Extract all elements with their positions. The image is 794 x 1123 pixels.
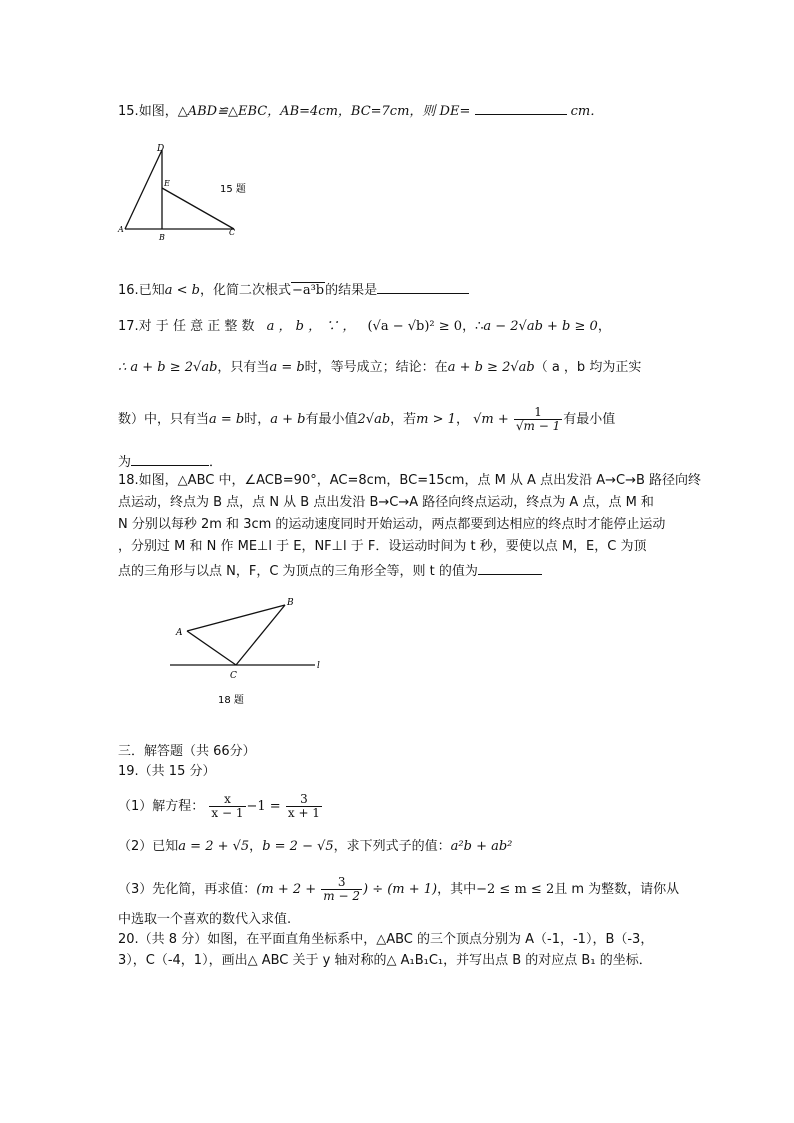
q17-line3-comma: ， <box>455 412 469 427</box>
q15-label-d: D <box>157 144 165 154</box>
q18-segment-ab <box>187 605 285 631</box>
q17-therefore: ，∴ <box>462 319 484 334</box>
q15-segment-ad <box>125 150 162 229</box>
q19-part2-label: （2）已知 <box>118 839 179 854</box>
q15-condition: △ABD≌△EBC，AB=4cm，BC=7cm，则 DE= <box>177 104 471 119</box>
q17-line2-text-b: 时，等号成立；结论：在 <box>304 360 448 375</box>
q19-part2-text: ，求下列式子的值： <box>333 839 451 854</box>
q18-label-a: A <box>176 628 183 638</box>
q19-part3-cond: −2 ≤ m ≤ 2 <box>476 882 555 897</box>
q16-condition: a < b <box>164 283 200 298</box>
q19-part1-rnum: 3 <box>286 793 322 807</box>
q16-pre: 已知 <box>138 283 165 298</box>
q19-part2 <box>118 838 512 856</box>
q19-part1-label: （1）解方程： <box>118 799 205 814</box>
q19-part2-a: a = 2 + √5 <box>178 839 250 854</box>
q17-line1 <box>118 318 611 336</box>
q19-part1-mid: −1 = <box>246 799 281 814</box>
q18-segment-ac <box>187 631 236 665</box>
q18-line5 <box>118 560 542 581</box>
q17-line2-expr: ∴ a + b ≥ 2√ab <box>118 360 218 375</box>
q19-part1-left-fraction <box>209 793 245 820</box>
q16-number: 16. <box>118 283 139 298</box>
q18-figure <box>165 592 335 712</box>
q17-frac-den: √m − 1 <box>515 419 561 433</box>
q19-part3-text2: 且 m 为整数，请你从 <box>554 882 680 897</box>
q18-label-l: l <box>317 661 320 671</box>
q18-line1: 18.如图，△ABC 中，∠ACB=90°，AC=8cm，BC=15cm，点 M 从 A 点出发沿 A→C→B 路径向终 <box>118 473 702 488</box>
q15-label-c: C <box>229 228 236 237</box>
q17-line3-cond: m > 1 <box>416 412 456 427</box>
q15-unit: cm． <box>570 104 604 119</box>
q17-line3-text-a: 数）中，只有当 <box>118 412 210 427</box>
q17-comma: ， <box>597 319 611 334</box>
q18-caption: 18 题 <box>218 695 244 706</box>
q17-fraction <box>514 406 562 433</box>
q17-intro: 17.对 于 任 意 正 整 数 <box>118 319 255 334</box>
q17-frac-num: 1 <box>514 406 562 420</box>
q19-part1-den: x − 1 <box>211 806 244 820</box>
q17-line3-text-b: 时， <box>244 412 271 427</box>
q18-line3: N 分别以每秒 2m 和 3cm 的运动速度同时开始运动，两点都要到达相应的终点时才能停止运动 <box>118 517 666 532</box>
q17-expr-ineq: a − 2√ab + b ≥ 0 <box>483 319 598 334</box>
q17-line3-text-d: ，若 <box>390 412 417 427</box>
q15-caption: 15 题 <box>220 184 246 195</box>
q18-answer-blank[interactable] <box>478 560 542 575</box>
q19-header: 19.（共 15 分） <box>118 764 216 779</box>
q15-label-e: E <box>164 179 170 188</box>
q18-label-b: B <box>287 598 294 608</box>
q19-part3-text: ，其中 <box>437 882 477 897</box>
q20-line2: 3），C（-4，1），画出△ ABC 关于 y 轴对称的△ A₁B₁C₁，并写出点 B 的对应点 B₁ 的坐标． <box>118 953 652 968</box>
q17-line4 <box>118 451 222 472</box>
q17-line3-eq: a = b <box>209 412 245 427</box>
q19-part3 <box>118 876 679 903</box>
q17-period: ． <box>209 455 223 470</box>
q15-answer-blank[interactable] <box>475 100 567 115</box>
q19-part3-fraction <box>321 876 362 903</box>
q15-figure <box>115 140 265 244</box>
q16-answer-blank[interactable] <box>377 279 469 294</box>
q17-line2-eq: a = b <box>269 360 305 375</box>
q17-line3-min: 2√ab <box>357 412 391 427</box>
q17-line2-expr2: a + b ≥ 2√ab <box>447 360 535 375</box>
q17-line3-expr: a + b <box>270 412 306 427</box>
q17-line2-text-a: ，只有当 <box>217 360 270 375</box>
q15-label-b: B <box>159 233 165 242</box>
q17-line2-text-c: （ a ，b 均为正实 <box>534 360 642 375</box>
section3-title: 三．解答题（共 66分） <box>118 744 256 759</box>
q16-line <box>118 279 469 300</box>
q17-line4-text: 为 <box>118 455 132 470</box>
q18-segment-cb <box>236 605 285 665</box>
q15-line <box>118 100 603 121</box>
q19-part3-line2: 中选取一个喜欢的数代入求值. <box>118 912 292 927</box>
q19-part3-expr-b: ) ÷ (m + 1) <box>362 882 438 897</box>
q15-number: 15. <box>118 104 139 119</box>
q19-part1-rden: x + 1 <box>287 806 320 820</box>
q19-part2-sep: ， <box>249 839 263 854</box>
q17-line3-text-c: 有最小值 <box>305 412 358 427</box>
q17-answer-blank[interactable] <box>131 451 209 466</box>
q17-line3-sqrt-m: √m + <box>473 412 509 427</box>
q19-part3-label: （3）先化简，再求值： <box>118 882 257 897</box>
q16-post: 的结果是 <box>325 283 378 298</box>
q20-line1: 20.（共 8 分）如图，在平面直角坐标系中，△ABC 的三个顶点分别为 A（-1，-1），B（-3， <box>118 932 654 947</box>
q18-label-c: C <box>230 671 237 681</box>
q17-line3-text-f: 有最小值 <box>563 412 616 427</box>
q17-expr-square: (√a − √b)² ≥ 0 <box>367 319 463 334</box>
q15-label-a: A <box>118 225 124 234</box>
q19-part3-den: m − 2 <box>323 889 360 903</box>
q19-part1-num: x <box>209 793 245 807</box>
q18-line4: ，分别过 M 和 N 作 ME⊥l 于 E，NF⊥l 于 F．设运动时间为 t 秒，要使以点 M，E，C 为顶 <box>118 539 647 554</box>
q17-vars: a ， b ， ∵ ， <box>266 319 356 334</box>
q18-line5-text: 点的三角形与以点 N，F，C 为顶点的三角形全等，则 t 的值为 <box>118 564 478 579</box>
q17-line3 <box>118 406 615 433</box>
q17-line2 <box>118 359 641 377</box>
q19-part3-num: 3 <box>321 876 362 890</box>
q19-part3-expr-a: (m + 2 + <box>256 882 317 897</box>
q16-mid: ，化简二次根式 <box>199 283 291 298</box>
q19-part1 <box>118 793 323 820</box>
q16-radical: −a³b <box>291 283 325 298</box>
q19-part2-b: b = 2 − √5 <box>262 839 334 854</box>
q18-line2: 点运动，终点为 B 点，点 N 从 B 点出发沿 B→C→A 路径向终点运动，终点为 A 点，点 M 和 <box>118 495 654 510</box>
q15-intro: 如图， <box>138 104 178 119</box>
q19-part2-expr: a²b + ab² <box>450 839 513 854</box>
q19-part1-right-fraction <box>286 793 322 820</box>
